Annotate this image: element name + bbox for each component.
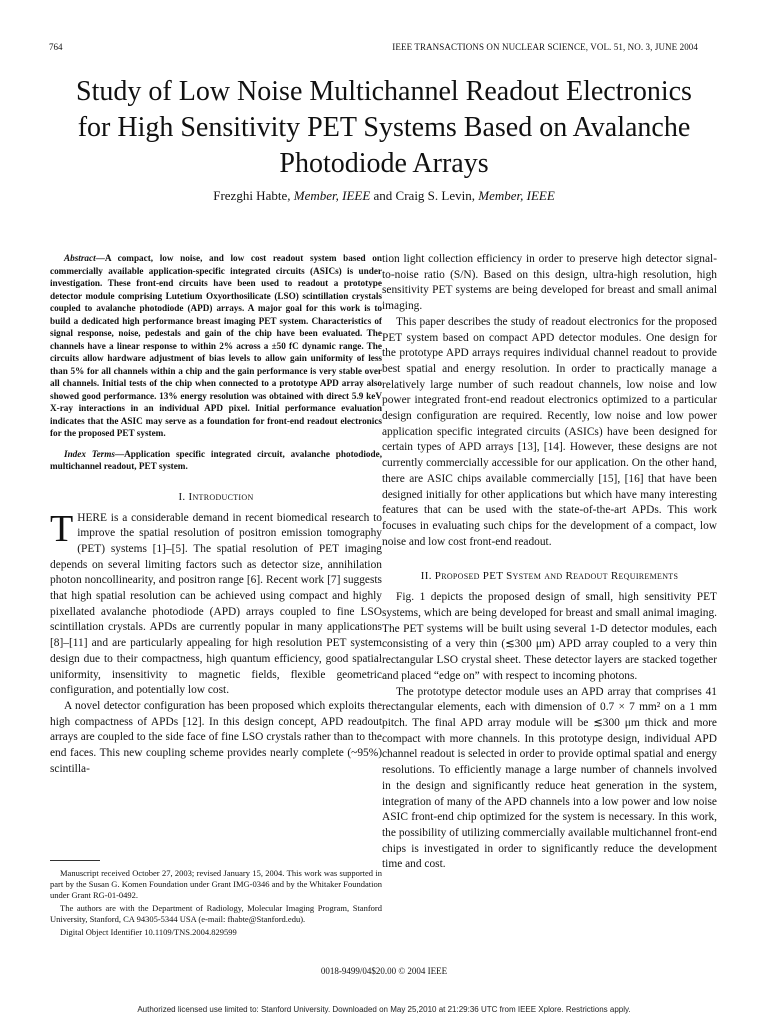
index-terms	[50, 448, 382, 473]
right-paragraph-2: This paper describes the study of readout electronics for the proposed PET system based on compact APD detector modules. One design for the prototype APD arrays requires individual channel readout to provide best spatial and energy resolution. In order to practically manage a relatively large number of such readout channels, low noise and low power integrated front-end readout electronics optimized to a particular design configuration are required. Recently, low noise and low power application specific integrated circuits (ASICs) have been designed for certain types of APD arrays [13], [14]. However, these designs are not currently commercially accessible for our application. On the other hand, there are ASIC chips available commercially [15], [16] that have been designed initially for other applications but which have many interesting features that can be used with the state-of-the-art APDs. This work focuses in evaluating such chips for the development of a compact, low noise and low cost front-end readout.	[382, 315, 717, 548]
drop-cap: T	[50, 507, 74, 550]
right-paragraph-1: tion light collection efficiency in order to preserve high detector signal-to-noise ratio (S/N). Based on this design, ultra-high resolution, high sensitivity PET systems are being developed for breast and small animal imaging.	[382, 253, 717, 313]
copyright-line: 0018-9499/04$20.00 © 2004 IEEE	[320, 966, 448, 976]
intro-paragraph-1-text: HERE is a considerable demand in recent biomedical research to improve the spatial resolution of positron emission tomography (PET) systems [1]–[5]. The spatial resolution of PET imaging depends on several limiting factors such as detector size, annihilation photon noncollinearity, and positron range [6]. Recent work [7] suggests that high spatial resolution can be achieved using compact and highly pixellated avalanche photodiode (APD) arrays coupled to fine LSO scintillation crystals. APDs are currently popular in many applications [8]–[11] and are particularly appealing for high resolution PET system design due to their compactness, high quantum efficiency, good spatial uniformity, insensitivity to magnetic fields, flexible geometric configuration, and potentially low cost.	[50, 511, 382, 697]
license-notice: Authorized licensed use limited to: Stanford University. Downloaded on May 25,2010 at 21:29:36 UTC from IEEE Xplore. Restrictions apply.	[137, 1005, 631, 1014]
footnote-affiliation: The authors are with the Department of Radiology, Molecular Imaging Program, Stanford University, Stanford, CA 94305-5344 USA (e-mail: fhabte@Stanford.edu).	[50, 903, 382, 924]
abstract-text: —A compact, low noise, and low cost readout system based on commercially available application-specific integrated circuits (ASICs) is under investigation. These front-end circuits have been used to readout a prototype detector module comprising Lutetium Oxyorthosilicate (LSO) scintillation crystals coupled to avalanche photodiode (APD) arrays. A major goal for this work is to build a dedicated high performance breast imaging PET system. Characteristics of signal response, noise, pedestals and gain of the chip have been evaluated. The channels have a linear response to within 2% across a ±50 fC dynamic range. The circuits allow hardware adjustment of bias levels to allow gain uniformity of less than 5% for all channels within a chip and the gain performance is very stable over all channels. Initial tests of the chip when connected to a prototype APD array also showed good performance. 13% energy resolution was obtained with direct 5.9 keV X-ray interactions in an individual APD pixel. Initial performance evaluation indicates that the ASIC may serve as a foundation for front-end readout electronics for the proposed PET system.	[50, 253, 382, 438]
footnote-divider	[50, 860, 100, 861]
author-1-role: Member, IEEE	[293, 188, 371, 203]
left-column	[50, 252, 382, 777]
author-2-role: Member, IEEE	[478, 188, 555, 203]
footnotes	[50, 868, 382, 940]
author-joiner: and	[373, 188, 393, 203]
paper-title: Study of Low Noise Multichannel Readout Electronics for High Sensitivity PET Systems Based on Avalanche Photodiode Arrays	[76, 76, 692, 179]
intro-paragraph-1	[50, 507, 382, 699]
abstract	[50, 252, 382, 440]
journal-header: IEEE TRANSACTIONS ON NUCLEAR SCIENCE, VOL. 51, NO. 3, JUNE 2004	[392, 42, 698, 52]
footnote-manuscript: Manuscript received October 27, 2003; revised January 15, 2004. This work was supported in part by the Susan G. Komen Foundation under Grant IMG-0346 and by the Whitaker Foundation under Grant RG-01-0492.	[50, 868, 382, 900]
index-terms-label: Index Terms	[64, 448, 115, 459]
index-terms-text: —Application specific integrated circuit, avalanche photodiode, multichannel readout, PET system.	[50, 448, 382, 471]
section-heading-introduction: I. Introduction	[178, 490, 254, 503]
abstract-label: Abstract	[64, 253, 96, 263]
intro-paragraph-2: A novel detector configuration has been proposed which exploits the high compactness of APDs [12]. In this design concept, APD readout arrays are coupled to the side face of fine LSO crystals rather than to the end faces. This new coupling scheme provides nearly complete (~95%) scintilla-	[50, 699, 382, 775]
section-heading-proposed-system: II. Proposed PET System and Readout Requirements	[420, 570, 679, 583]
right-column	[382, 252, 717, 873]
section2-paragraph-2: The prototype detector module uses an APD array that comprises 41 rectangular elements, each with dimension of 0.7 × 7 mm² on a 1 mm pitch. The final APD array module will be ≲300 μm thick and more compact with more channels. In this prototype design, individual APD channel readout is selected in order to provide optimal spatial and energy resolutions. To efficiently manage a large number of channels involved in the design and significantly reduce heat generation in the system, integration of many of the APD channels into a low power and low noise ASIC front-end chip optimized for the system is necessary. In this work, the possibility of utilizing commercially available multichannel front-end chips is investigated in order to significantly reduce the development time and cost.	[382, 685, 717, 871]
author-2: Craig S. Levin,	[395, 188, 475, 203]
page-number: 764	[49, 42, 63, 52]
author-1: Frezghi Habte,	[213, 188, 291, 203]
author-line	[60, 188, 708, 204]
section2-paragraph-1: Fig. 1 depicts the proposed design of small, high sensitivity PET systems, which are being developed for breast and small animal imaging. The PET systems will be built using several 1-D detector modules, each consisting of a very thin (≲300 μm) APD array coupled to a very thin rectangular LSO crystal sheet. These detector layers are stacked together and placed “edge on” with respect to incoming photons.	[382, 591, 717, 682]
footnote-doi: Digital Object Identifier 10.1109/TNS.2004.829599	[60, 927, 237, 937]
